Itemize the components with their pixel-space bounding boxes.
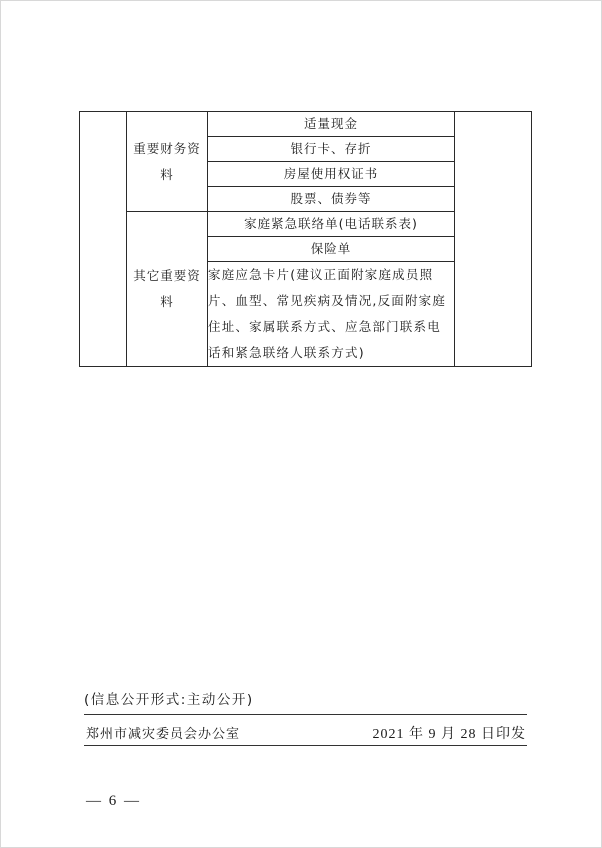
list-item: 家庭应急卡片(建议正面附家庭成员照片、血型、常见疾病及情况,反面附家庭住址、家属联系方式、应急部门联系电话和紧急联络人联系方式) [208, 262, 455, 367]
list-item: 股票、债券等 [208, 187, 455, 212]
list-item: 保险单 [208, 237, 455, 262]
table-row [80, 112, 532, 137]
page-number: — 6 — [86, 793, 141, 809]
footer-bottom-rule [84, 745, 527, 746]
footer-row [86, 723, 526, 743]
notes-cell-empty [455, 112, 532, 367]
list-item: 银行卡、存折 [208, 137, 455, 162]
list-item: 家庭紧急联络单(电话联系表) [208, 212, 455, 237]
emergency-supplies-table [79, 111, 532, 367]
issue-date: 2021 年 9 月 28 日印发 [372, 727, 526, 742]
group-label-financial: 重要财务资料 [127, 112, 208, 212]
list-item: 房屋使用权证书 [208, 162, 455, 187]
footer-top-rule [84, 714, 527, 715]
list-item: 适量现金 [208, 112, 455, 137]
category-cell-empty [80, 112, 127, 367]
group-label-other: 其它重要资料 [127, 212, 208, 367]
issuer-name: 郑州市减灾委员会办公室 [86, 727, 241, 742]
disclosure-note: (信息公开形式:主动公开) [84, 692, 254, 708]
